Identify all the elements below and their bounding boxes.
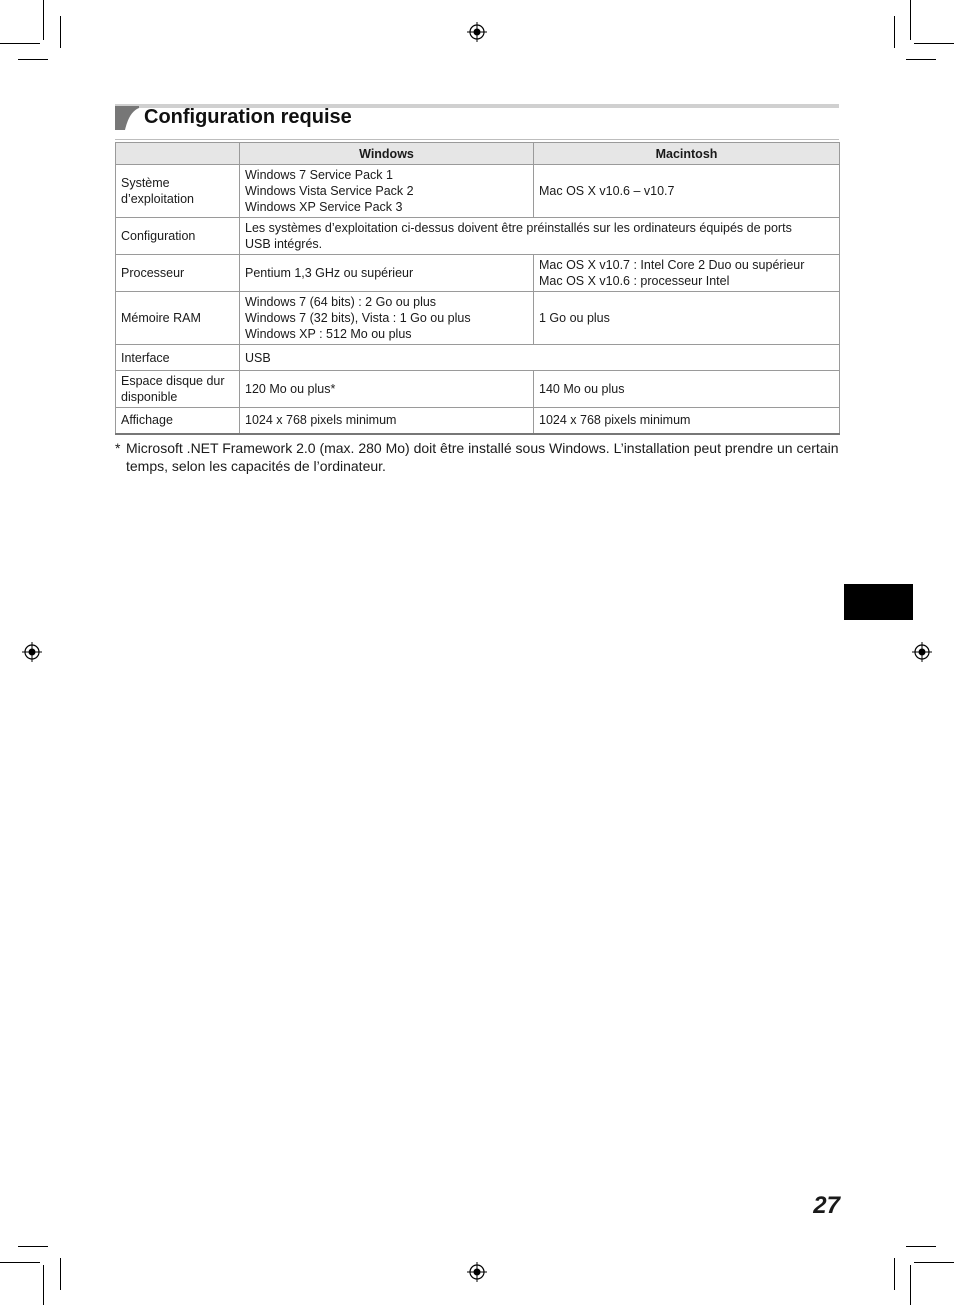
windows-cell: 120 Mo ou plus* bbox=[240, 371, 534, 408]
windows-cell: Pentium 1,3 GHz ou supérieur bbox=[240, 255, 534, 292]
shared-cell: Les systèmes d’exploitation ci-dessus doivent être préinstallés sur les ordinateurs équipés de ports USB intégrés. bbox=[240, 218, 840, 255]
page-number: 27 bbox=[813, 1192, 840, 1219]
row-label: Mémoire RAM bbox=[116, 292, 240, 345]
mac-cell: 1024 x 768 pixels minimum bbox=[534, 408, 840, 434]
crop-mark bbox=[0, 1262, 40, 1263]
crop-mark bbox=[43, 1265, 44, 1305]
row-label: Processeur bbox=[116, 255, 240, 292]
crop-mark bbox=[0, 43, 40, 44]
crop-mark bbox=[906, 59, 936, 60]
footnote bbox=[115, 439, 839, 475]
shared-cell: USB bbox=[240, 345, 840, 371]
row-label: Espace disque dur disponible bbox=[116, 371, 240, 408]
footnote-marker: * bbox=[115, 440, 121, 456]
registration-mark-icon bbox=[467, 1262, 487, 1282]
windows-cell: Windows 7 (64 bits) : 2 Go ou plus Windows 7 (32 bits), Vista : 1 Go ou plus Windows XP : 512 Mo ou plus bbox=[240, 292, 534, 345]
table-row bbox=[116, 292, 840, 345]
mac-cell: Mac OS X v10.6 – v10.7 bbox=[534, 165, 840, 218]
row-label: Système d’exploitation bbox=[116, 165, 240, 218]
mac-cell: 140 Mo ou plus bbox=[534, 371, 840, 408]
registration-mark-icon bbox=[22, 642, 42, 662]
crop-mark bbox=[60, 16, 61, 48]
table-row bbox=[116, 165, 840, 218]
windows-cell: 1024 x 768 pixels minimum bbox=[240, 408, 534, 434]
registration-mark-icon bbox=[912, 642, 932, 662]
footnote-text: Microsoft .NET Framework 2.0 (max. 280 Mo) doit être installé sous Windows. L’installation peut prendre un certain temps, selon les capacités de l’ordinateur. bbox=[126, 440, 839, 474]
crop-mark bbox=[914, 43, 954, 44]
crop-mark bbox=[914, 1262, 954, 1263]
registration-mark-icon bbox=[467, 22, 487, 42]
crop-mark bbox=[894, 1258, 895, 1290]
table-row bbox=[116, 218, 840, 255]
section-tab-icon bbox=[115, 106, 139, 130]
requirements-table bbox=[115, 142, 840, 435]
crop-mark bbox=[60, 1258, 61, 1290]
windows-cell: Windows 7 Service Pack 1 Windows Vista Service Pack 2 Windows XP Service Pack 3 bbox=[240, 165, 534, 218]
crop-mark bbox=[910, 1265, 911, 1305]
table-row bbox=[116, 371, 840, 408]
mac-cell: Mac OS X v10.7 : Intel Core 2 Duo ou supérieur Mac OS X v10.6 : processeur Intel bbox=[534, 255, 840, 292]
table-header-row bbox=[116, 143, 840, 165]
table-row bbox=[116, 345, 840, 371]
row-label: Interface bbox=[116, 345, 240, 371]
crop-mark bbox=[894, 16, 895, 48]
crop-mark bbox=[906, 1246, 936, 1247]
section-title: Configuration requise bbox=[144, 106, 352, 128]
column-header-windows: Windows bbox=[240, 143, 534, 165]
crop-mark bbox=[18, 1246, 48, 1247]
column-header bbox=[116, 143, 240, 165]
crop-mark bbox=[910, 0, 911, 40]
section-header-rule bbox=[115, 139, 839, 140]
crop-mark bbox=[43, 0, 44, 40]
side-index-tab bbox=[844, 584, 913, 620]
row-label: Configuration bbox=[116, 218, 240, 255]
mac-cell: 1 Go ou plus bbox=[534, 292, 840, 345]
crop-mark bbox=[18, 59, 48, 60]
table-row bbox=[116, 408, 840, 434]
row-label: Affichage bbox=[116, 408, 240, 434]
column-header-macintosh: Macintosh bbox=[534, 143, 840, 165]
table-row bbox=[116, 255, 840, 292]
